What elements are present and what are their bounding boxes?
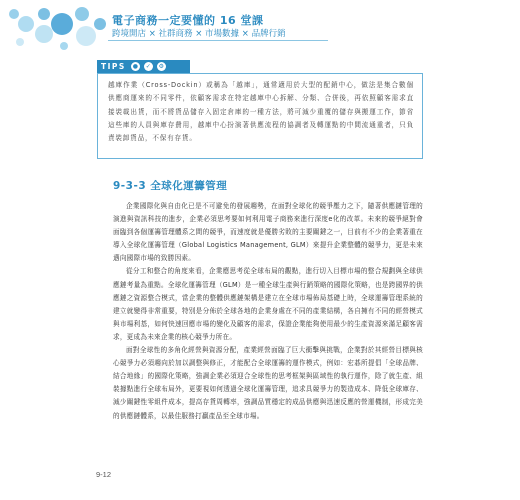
tips-box	[97, 73, 423, 159]
tips-label: TIPS	[101, 62, 126, 71]
gear-icon: ⚙	[158, 63, 164, 70]
paragraph: 面對全球性的多角化經營與資源分配，產業經營面臨了巨大衝擊與挑戰，企業對於其經營目標與核心競爭力必須趨向於加以調整與修正，才能配合全球運籌的運作模式，例如：宏碁所提倡「全球品牌、結合地緣」的國際化策略，強調企業必須迎合全球性的思考框架與區域性的執行運作，除了就生產、組裝據點進行全球布局外，更要視如何透過全球化運籌管理，追求具競爭力的製造成本、降低全球庫存、減少關鍵性零組件成本，提高存貨周轉率，強調品質穩定的成品供應與迅速反應的營運機制，形成完美的供應鏈體系，以最佳服務打贏產品至全球市場。	[113, 346, 423, 420]
paragraph: 從分工和整合的角度來看，企業應思考從全球布局的觀點，進行切入目標市場的整合規劃與全球供應鏈考量為重點。全球化運籌管理（GLM）是一種全球生產與行銷策略的國際化策略，也是跨國界的供應鏈之資源整合模式，當企業的整體供應鏈架構是建立在全球市場佈局基礎上時，全球運籌管理系統的建立就變得非常重要，特別是分佈於全球各地的企業身處在不同的產業結構，各自擁有不同的經營模式與市場利基，如何快速回應市場的變化及顧客的需求，保證企業能夠使用最少的生產資源來滿足顧客需求，更成為未來企業的核心競爭力所在。	[113, 267, 423, 341]
lightbulb-icon: ●	[132, 63, 138, 70]
tips-text: 越庫作業（Cross-Dockin）或稱為「越庫」，通常適用於大型的配銷中心，做法是集合數個供應商運來的不同零件，依顧客需求在特定越庫中心拆解、分類、合併後，再依照顧客需求直接裝載出貨，而不將貨品儲存入固定倉庫的一種方法，將可減少重覆的儲存與搬運工作，節省這些庫的人員與庫存費用，越庫中心扮演著供應流程的協調者及轉運點的中間流通重者，只負責裝卸貨品，不保有存貨。	[108, 81, 414, 143]
header-rule	[108, 40, 328, 41]
book-subtitle: 跨境開店 × 社群商務 × 市場數據 × 品牌行銷	[112, 29, 286, 39]
page-number: 9-12	[96, 470, 112, 479]
section-heading: 9-3-3 全球化運籌管理	[113, 180, 228, 192]
book-title: 電子商務一定要懂的 16 堂課	[112, 14, 264, 27]
check-icon: ✓	[145, 63, 151, 70]
body-text	[113, 200, 423, 423]
tips-tab	[97, 60, 190, 73]
paragraph: 企業國際化與自由化已是不可避免的發展趨勢，在面對全球化的競爭壓力之下，隨著供應鏈管理的演進與資訊科技的進步，企業必須思考要如何利用電子商務來進行深度e化的改革。未來的競爭絕對會面臨到各個運籌管理體系之間的競爭，而速度就是優勝劣敗的主要關鍵之一，目前有不少的企業著重在導入全球化運籌管理（Global Logistics Management, GLM）來提升企業整體的競爭力，更是未來邁向國際市場的致勝因素。	[113, 202, 423, 263]
chapter-header	[0, 0, 520, 58]
